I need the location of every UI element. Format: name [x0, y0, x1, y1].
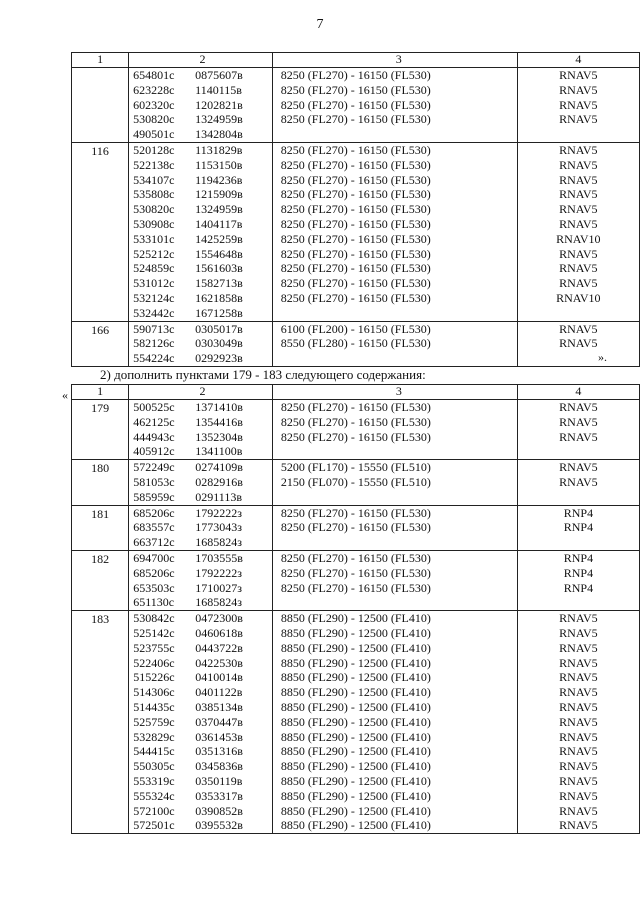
latitude: 523755с [133, 640, 175, 655]
longitude: 1202821в [195, 97, 243, 112]
flight-level-range: 5200 (FL170) - 15550 (FL510) [280, 460, 431, 475]
opening-quote: « [62, 388, 68, 402]
route-number: 182 [91, 551, 110, 566]
flight-level-range: 8250 (FL270) - 16150 (FL530) [280, 97, 431, 112]
flight-levels-cell [272, 460, 517, 505]
coordinate-line [133, 566, 272, 581]
flight-level-range: 8250 (FL270) - 16150 (FL530) [280, 429, 431, 444]
latitude: 525759с [133, 714, 175, 729]
flight-level-range: 8250 (FL270) - 16150 (FL530) [280, 276, 431, 291]
longitude: 0395532в [195, 818, 243, 833]
nav-spec: RNAV5 [559, 714, 598, 729]
route-number-cell [72, 505, 129, 550]
route-number: 116 [91, 143, 109, 158]
table-row [72, 68, 640, 143]
latitude: 520128с [133, 142, 175, 157]
coordinate-line [133, 759, 272, 774]
header-cell-4: 4 [517, 53, 639, 68]
flight-level-range: 8850 (FL290) - 12500 (FL410) [280, 759, 431, 774]
flight-level-range: 8850 (FL290) - 12500 (FL410) [280, 788, 431, 803]
route-number: 181 [91, 506, 110, 521]
coordinate-line [133, 685, 272, 700]
latitude: 582126с [133, 336, 175, 351]
coordinate-line [133, 400, 272, 415]
longitude: 1561603в [195, 261, 243, 276]
flight-level-range: 8850 (FL290) - 12500 (FL410) [280, 685, 431, 700]
coordinate-line [133, 232, 272, 247]
coordinates-cell [129, 505, 273, 550]
flight-level-range: 8250 (FL270) - 16150 (FL530) [280, 261, 431, 276]
coordinate-line [133, 641, 272, 656]
flight-level-range: 8250 (FL270) - 16150 (FL530) [280, 580, 431, 595]
latitude: 554224с [133, 351, 175, 366]
closing-quote: ». [598, 350, 607, 364]
latitude: 581053с [133, 474, 175, 489]
flight-levels-cell [272, 400, 517, 460]
longitude: 1792222з [195, 565, 242, 580]
flight-level-range: 8250 (FL270) - 16150 (FL530) [280, 216, 431, 231]
latitude: 663712с [133, 535, 175, 550]
coordinate-line [133, 322, 272, 337]
coordinate-line [133, 460, 272, 475]
coordinate-line [133, 670, 272, 685]
latitude: 651130с [133, 595, 175, 610]
longitude: 0291113в [195, 489, 242, 504]
latitude: 544415с [133, 744, 175, 759]
longitude: 0443722в [195, 640, 243, 655]
latitude: 653503с [133, 580, 175, 595]
nav-spec: RNAV5 [559, 670, 598, 685]
latitude: 515226с [133, 670, 175, 685]
coordinate-line [133, 818, 272, 833]
longitude: 1685824з [195, 535, 242, 550]
coordinate-line [133, 415, 272, 430]
latitude: 514306с [133, 685, 175, 700]
flight-level-range: 2150 (FL070) - 15550 (FL510) [280, 474, 431, 489]
flight-levels-cell [272, 611, 517, 834]
longitude: 0350119в [195, 773, 243, 788]
route-number: 179 [91, 401, 110, 415]
header-row [72, 385, 640, 400]
route-number-cell [72, 400, 129, 460]
latitude: 525212с [133, 246, 175, 261]
nav-spec: RNAV5 [559, 414, 598, 429]
coordinate-line [133, 306, 272, 321]
nav-spec: RNAV10 [556, 290, 601, 305]
latitude: 602320с [133, 97, 175, 112]
latitude: 405912с [133, 444, 175, 459]
longitude: 1621858в [195, 290, 243, 305]
nav-spec-cell [517, 321, 639, 366]
route-number-cell [72, 321, 129, 366]
nav-spec-cell [517, 550, 639, 610]
header-cell-3: 3 [272, 385, 517, 400]
nav-spec: RNAV5 [559, 655, 598, 670]
coordinate-line [133, 430, 272, 445]
longitude: 1131829в [195, 142, 243, 157]
table-row [72, 611, 640, 834]
longitude: 1554648в [195, 246, 243, 261]
flight-level-range: 8850 (FL290) - 12500 (FL410) [280, 803, 431, 818]
table-row [72, 142, 640, 321]
coordinates-cell [129, 550, 273, 610]
nav-spec: RNAV5 [559, 276, 598, 291]
latitude: 522138с [133, 157, 175, 172]
latitude: 531012с [133, 276, 175, 291]
coordinate-line [133, 173, 272, 188]
latitude: 532124с [133, 290, 175, 305]
longitude: 1425259в [195, 231, 243, 246]
longitude: 1352304в [195, 429, 243, 444]
route-number-cell [72, 142, 129, 321]
latitude: 530820с [133, 202, 175, 217]
longitude: 1685824з [195, 595, 242, 610]
nav-spec: RNAV5 [559, 699, 598, 714]
latitude: 462125с [133, 414, 175, 429]
latitude: 522406с [133, 655, 175, 670]
longitude: 0410014в [195, 670, 243, 685]
coordinates-cell [129, 460, 273, 505]
header-cell-1: 1 [72, 385, 129, 400]
header-cell-4: 4 [517, 385, 639, 400]
latitude: 525142с [133, 625, 175, 640]
flight-level-range: 8250 (FL270) - 16150 (FL530) [280, 82, 431, 97]
flight-level-range: 8250 (FL270) - 16150 (FL530) [280, 157, 431, 172]
coordinate-line [133, 789, 272, 804]
nav-spec: RNP4 [563, 565, 594, 580]
latitude: 553319с [133, 773, 175, 788]
coordinate-line [133, 730, 272, 745]
nav-spec-cell [517, 460, 639, 505]
flight-level-range: 8850 (FL290) - 12500 (FL410) [280, 655, 431, 670]
flight-level-range: 8850 (FL290) - 12500 (FL410) [280, 714, 431, 729]
nav-spec: RNAV5 [559, 246, 598, 261]
longitude: 0361453в [195, 729, 243, 744]
longitude: 0303049в [195, 336, 243, 351]
nav-spec-cell [517, 142, 639, 321]
coordinate-line [133, 276, 272, 291]
header-row [72, 53, 640, 68]
flight-level-range: 8850 (FL290) - 12500 (FL410) [280, 729, 431, 744]
latitude: 532829с [133, 729, 175, 744]
nav-spec: RNAV5 [559, 744, 598, 759]
longitude: 1710027з [195, 580, 242, 595]
coordinate-line [133, 98, 272, 113]
latitude: 623228с [133, 82, 175, 97]
nav-spec: RNAV5 [559, 685, 598, 700]
latitude: 685206с [133, 505, 175, 520]
nav-spec: RNAV5 [559, 82, 598, 97]
flight-level-range: 8250 (FL270) - 16150 (FL530) [280, 400, 431, 414]
longitude: 1194236в [195, 172, 243, 187]
nav-spec-cell [517, 400, 639, 460]
nav-spec: RNAV5 [559, 773, 598, 788]
coordinate-line [133, 595, 272, 610]
coordinate-line [133, 68, 272, 83]
latitude: 683557с [133, 520, 175, 535]
longitude: 1342804в [195, 127, 243, 142]
latitude: 590713с [133, 321, 175, 336]
nav-spec: RNAV5 [559, 336, 598, 351]
flight-level-range: 8850 (FL290) - 12500 (FL410) [280, 625, 431, 640]
longitude: 0292923в [195, 351, 243, 366]
nav-spec: RNAV5 [559, 187, 598, 202]
flight-level-range: 8250 (FL270) - 16150 (FL530) [280, 550, 431, 565]
nav-spec: RNAV5 [559, 611, 598, 626]
nav-spec: RNAV5 [559, 202, 598, 217]
nav-spec: RNAV5 [559, 112, 598, 127]
latitude: 534107с [133, 172, 175, 187]
flight-levels-cell [272, 550, 517, 610]
longitude: 1324959в [195, 202, 243, 217]
header-cell-2: 2 [129, 385, 273, 400]
longitude: 0282916в [195, 474, 243, 489]
coordinate-line [133, 187, 272, 202]
nav-spec: RNAV5 [559, 625, 598, 640]
coordinate-line [133, 715, 272, 730]
latitude: 530908с [133, 216, 175, 231]
route-number-cell [72, 550, 129, 610]
route-number: 180 [91, 461, 110, 476]
longitude: 1703555в [195, 550, 243, 565]
flight-level-range: 8250 (FL270) - 16150 (FL530) [280, 231, 431, 246]
coordinate-line [133, 475, 272, 490]
nav-spec: RNAV5 [559, 68, 598, 82]
coordinate-line [133, 336, 272, 351]
route-number-cell [72, 460, 129, 505]
coordinate-line [133, 291, 272, 306]
nav-spec: RNAV5 [559, 429, 598, 444]
longitude: 1324959в [195, 112, 243, 127]
nav-spec: RNP4 [563, 520, 594, 535]
coordinate-line [133, 611, 272, 626]
longitude: 1582713в [195, 276, 243, 291]
flight-level-range: 8250 (FL270) - 16150 (FL530) [280, 112, 431, 127]
latitude: 654801с [133, 68, 175, 82]
coordinates-cell [129, 611, 273, 834]
flight-level-range: 8250 (FL270) - 16150 (FL530) [280, 565, 431, 580]
flight-level-range: 8850 (FL290) - 12500 (FL410) [280, 699, 431, 714]
latitude: 530820с [133, 112, 175, 127]
coordinate-line [133, 444, 272, 459]
coordinate-line [133, 202, 272, 217]
longitude: 0422530в [195, 655, 243, 670]
coordinates-cell [129, 142, 273, 321]
coordinate-line [133, 551, 272, 566]
longitude: 1404117в [195, 216, 243, 231]
nav-spec-cell [517, 505, 639, 550]
header-cell-1: 1 [72, 53, 129, 68]
coordinate-line [133, 217, 272, 232]
nav-spec: RNAV5 [559, 474, 598, 489]
coordinate-line [133, 261, 272, 276]
latitude: 572501с [133, 818, 175, 833]
table-row [72, 550, 640, 610]
latitude: 550305с [133, 759, 175, 774]
latitude: 532442с [133, 305, 175, 320]
latitude: 572249с [133, 460, 175, 475]
nav-spec: RNAV10 [556, 231, 601, 246]
latitude: 500525с [133, 400, 175, 414]
longitude: 0460618в [195, 625, 243, 640]
nav-spec: RNP4 [563, 505, 594, 520]
coordinate-line [133, 581, 272, 596]
latitude: 694700с [133, 550, 175, 565]
flight-level-range: 8250 (FL270) - 16150 (FL530) [280, 142, 431, 157]
coordinate-line [133, 490, 272, 505]
table-row [72, 505, 640, 550]
header-cell-2: 2 [129, 53, 273, 68]
nav-spec-cell [517, 611, 639, 834]
coordinates-cell [129, 321, 273, 366]
coordinate-line [133, 127, 272, 142]
coordinate-line [133, 656, 272, 671]
flight-level-range: 8850 (FL290) - 12500 (FL410) [280, 744, 431, 759]
nav-spec: RNAV5 [559, 321, 598, 336]
nav-spec: RNAV5 [559, 261, 598, 276]
amendment-note: 2) дополнить пунктами 179 - 183 следующего содержания: [100, 367, 426, 382]
latitude: 444943с [133, 429, 175, 444]
table-row [72, 400, 640, 460]
flight-level-range: 8250 (FL270) - 16150 (FL530) [280, 246, 431, 261]
latitude: 524859с [133, 261, 175, 276]
nav-spec: RNAV5 [559, 142, 598, 157]
coordinate-line [133, 351, 272, 366]
longitude: 0274109в [195, 460, 243, 475]
flight-levels-cell [272, 505, 517, 550]
flight-level-range: 8850 (FL290) - 12500 (FL410) [280, 773, 431, 788]
longitude: 0351316в [195, 744, 243, 759]
coordinate-line [133, 506, 272, 521]
coordinate-line [133, 700, 272, 715]
coordinate-line [133, 804, 272, 819]
flight-level-range: 8250 (FL270) - 16150 (FL530) [280, 202, 431, 217]
nav-spec: RNP4 [563, 550, 594, 565]
flight-levels-cell [272, 142, 517, 321]
nav-spec: RNP4 [563, 580, 594, 595]
longitude: 0472300в [195, 611, 243, 626]
nav-spec: RNAV5 [559, 818, 598, 833]
route-number-cell [72, 611, 129, 834]
nav-spec: RNAV5 [559, 216, 598, 231]
latitude: 685206с [133, 565, 175, 580]
route-number: 166 [91, 322, 110, 337]
latitude: 490501с [133, 127, 175, 142]
longitude: 1153150в [195, 157, 243, 172]
coordinate-line [133, 626, 272, 641]
nav-spec: RNAV5 [559, 803, 598, 818]
latitude: 533101с [133, 231, 175, 246]
longitude: 1140115в [195, 82, 242, 97]
nav-spec-cell [517, 68, 639, 143]
coordinate-line [133, 247, 272, 262]
coordinate-line [133, 520, 272, 535]
longitude: 1371410в [195, 400, 243, 414]
longitude: 0305017в [195, 321, 243, 336]
longitude: 1215909в [195, 187, 243, 202]
longitude: 0385134в [195, 699, 243, 714]
flight-level-range: 8250 (FL270) - 16150 (FL530) [280, 520, 431, 535]
header-cell-3: 3 [272, 53, 517, 68]
longitude: 0370447в [195, 714, 243, 729]
longitude: 1671258в [195, 305, 243, 320]
flight-level-range: 8850 (FL290) - 12500 (FL410) [280, 670, 431, 685]
page-number: 7 [316, 17, 324, 32]
flight-level-range: 8250 (FL270) - 16150 (FL530) [280, 172, 431, 187]
flight-level-range: 8850 (FL290) - 12500 (FL410) [280, 640, 431, 655]
route-table-continued [71, 52, 640, 367]
coordinate-line [133, 83, 272, 98]
route-number-cell [72, 68, 129, 143]
latitude: 535808с [133, 187, 175, 202]
flight-level-range: 8250 (FL270) - 16150 (FL530) [280, 187, 431, 202]
flight-level-range: 8850 (FL290) - 12500 (FL410) [280, 818, 431, 833]
longitude: 0401122в [195, 685, 243, 700]
longitude: 1354416в [195, 414, 243, 429]
route-number: 183 [91, 612, 110, 627]
nav-spec: RNAV5 [559, 729, 598, 744]
longitude: 1341100в [195, 444, 243, 459]
flight-levels-cell [272, 321, 517, 366]
flight-levels-cell [272, 68, 517, 143]
nav-spec: RNAV5 [559, 97, 598, 112]
table-row [72, 321, 640, 366]
latitude: 514435с [133, 699, 175, 714]
longitude: 1773043з [195, 520, 242, 535]
nav-spec: RNAV5 [559, 400, 598, 414]
flight-level-range: 8250 (FL270) - 16150 (FL530) [280, 414, 431, 429]
coordinate-line [133, 112, 272, 127]
longitude: 0353317в [195, 788, 243, 803]
coordinate-line [133, 535, 272, 550]
longitude: 0390852в [195, 803, 243, 818]
flight-level-range: 8250 (FL270) - 16150 (FL530) [280, 505, 431, 520]
nav-spec: RNAV5 [559, 788, 598, 803]
latitude: 555324с [133, 788, 175, 803]
table-row [72, 460, 640, 505]
coordinate-line [133, 744, 272, 759]
nav-spec: RNAV5 [559, 157, 598, 172]
flight-level-range: 8550 (FL280) - 16150 (FL530) [280, 336, 431, 351]
longitude: 1792222з [195, 505, 242, 520]
flight-level-range: 8250 (FL270) - 16150 (FL530) [280, 290, 431, 305]
latitude: 572100с [133, 803, 175, 818]
nav-spec: RNAV5 [559, 640, 598, 655]
longitude: 0875607в [195, 68, 243, 82]
coordinate-line [133, 158, 272, 173]
longitude: 0345836в [195, 759, 243, 774]
flight-level-range: 8250 (FL270) - 16150 (FL530) [280, 68, 431, 82]
flight-level-range: 8850 (FL290) - 12500 (FL410) [280, 611, 431, 626]
coordinates-cell [129, 400, 273, 460]
route-number [72, 68, 128, 69]
flight-level-range: 6100 (FL200) - 16150 (FL530) [280, 321, 431, 336]
coordinate-line [133, 774, 272, 789]
latitude: 585959с [133, 489, 175, 504]
nav-spec: RNAV5 [559, 172, 598, 187]
nav-spec: RNAV5 [559, 460, 598, 475]
coordinate-line [133, 143, 272, 158]
latitude: 530842с [133, 611, 175, 626]
route-table-new-items [71, 384, 640, 834]
nav-spec: RNAV5 [559, 759, 598, 774]
coordinates-cell [129, 68, 273, 143]
